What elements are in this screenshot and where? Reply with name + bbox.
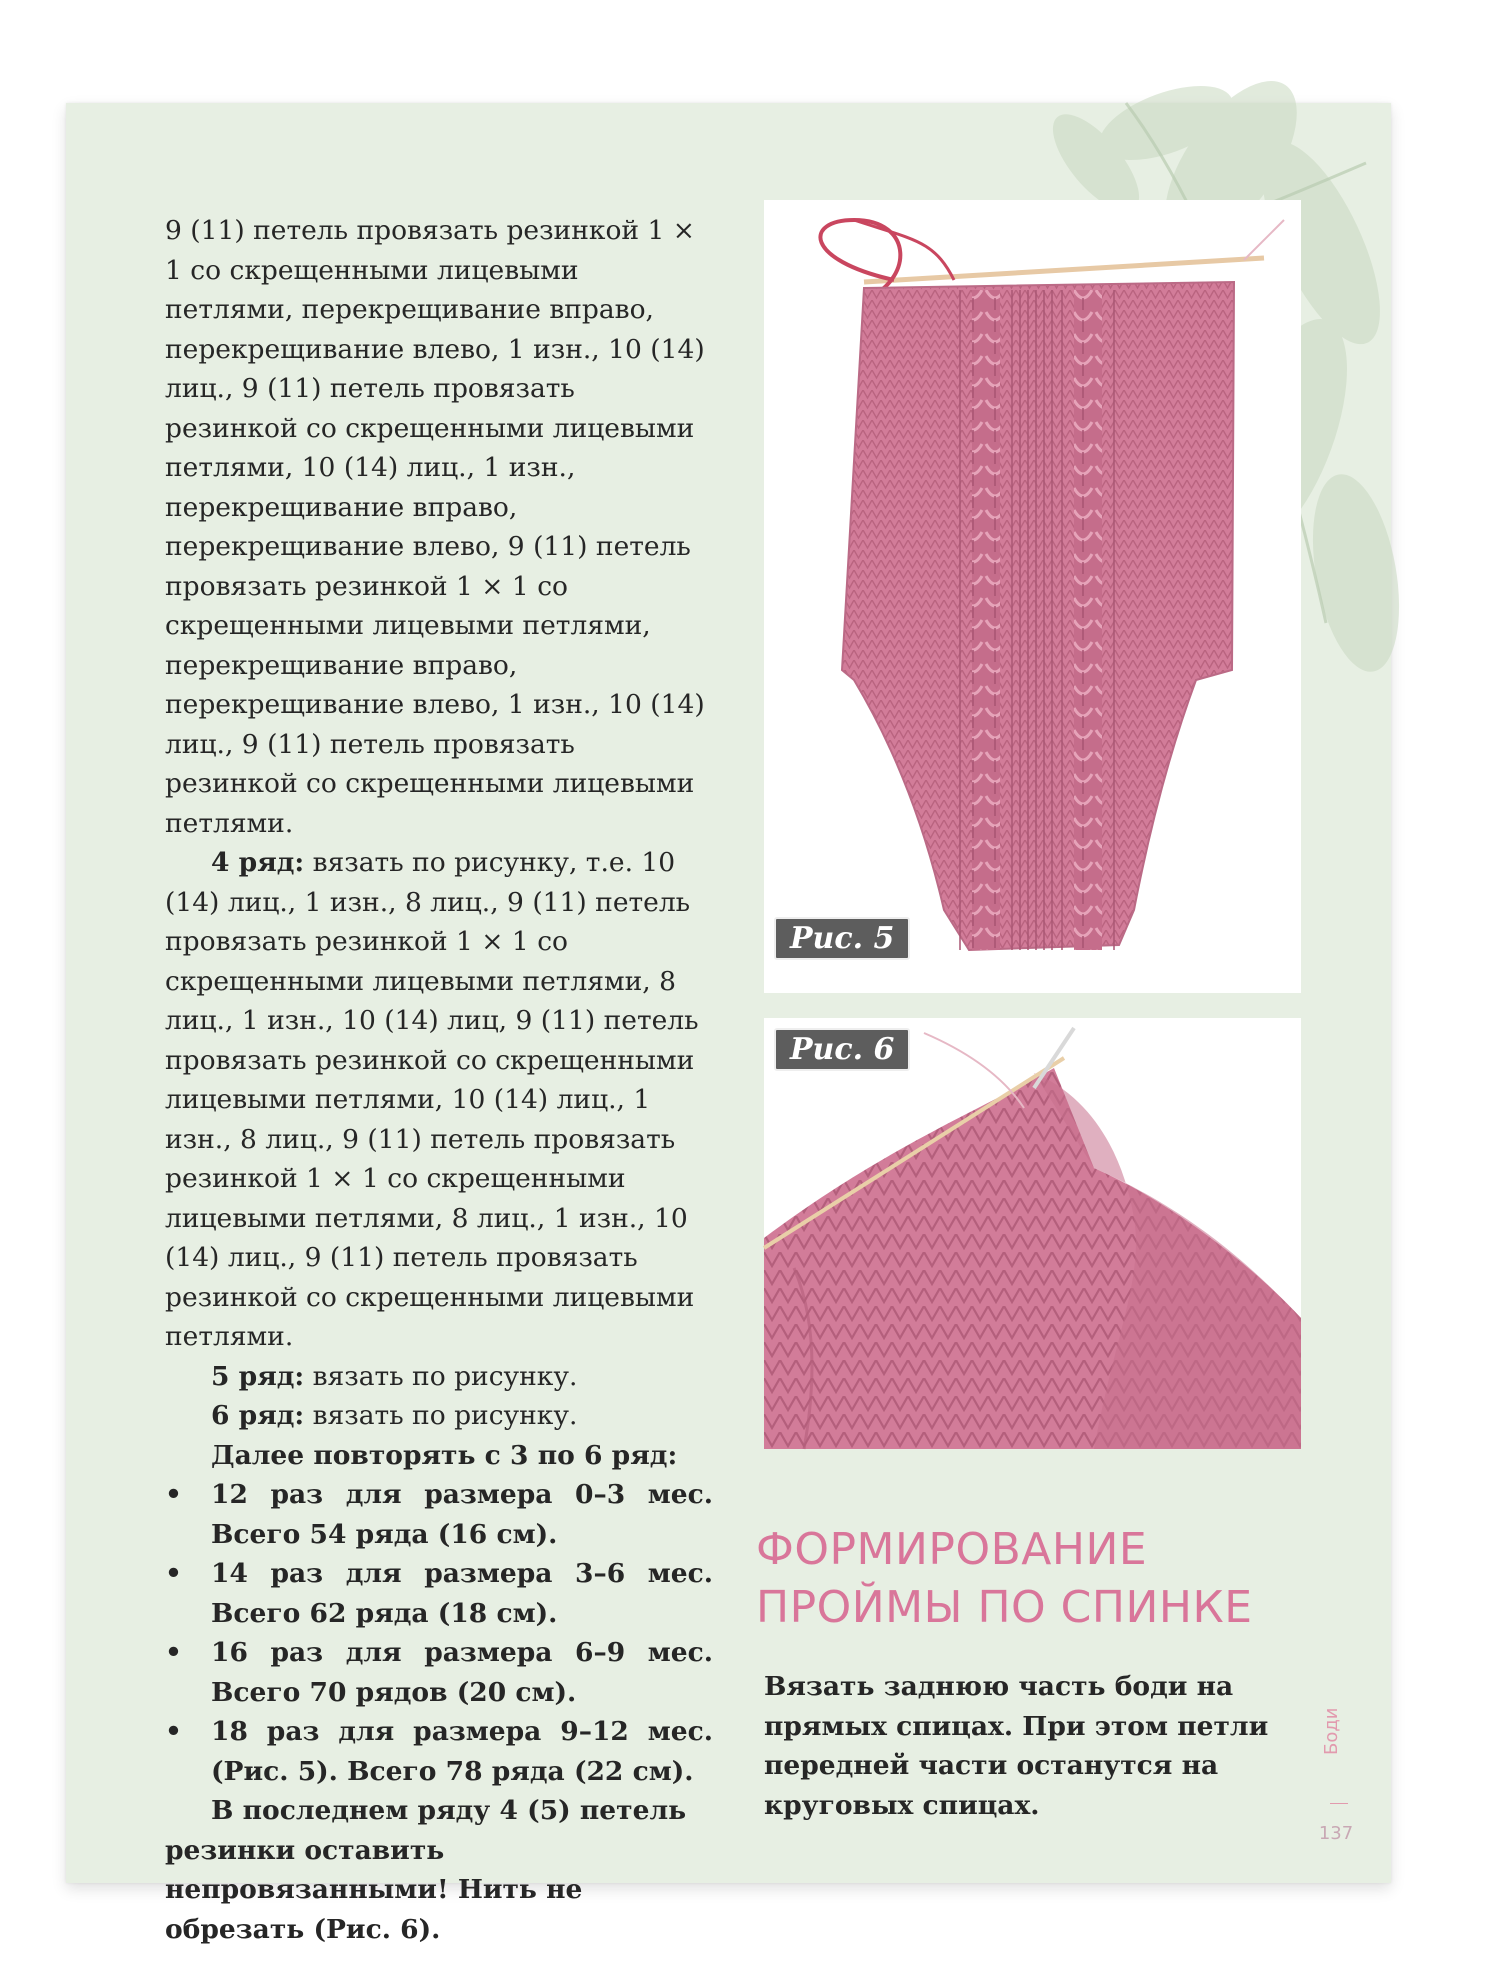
section-body: Вязать заднюю часть боди на прямых спицах. При этом петли передней части останутся на круговых спицах. bbox=[764, 1671, 1269, 1821]
paragraph-row5 bbox=[165, 1357, 713, 1397]
row5-text: вязать по рисунку. bbox=[304, 1360, 578, 1392]
row4-label: 4 ряд: bbox=[211, 847, 305, 878]
section-title: ФОРМИРОВАНИЕ ПРОЙМЫ ПО СПИНКЕ bbox=[756, 1524, 1253, 1633]
row5-label: 5 ряд: bbox=[211, 1360, 305, 1392]
repeat-heading: Далее повторять с 3 по 6 ряд: bbox=[211, 1439, 678, 1471]
page bbox=[66, 103, 1391, 1945]
figure-5-label: Рис. 5 bbox=[774, 917, 910, 960]
list-item: • 18 раз для размера 9–12 мес. (Рис. 5). Всего 78 ряда (22 см). bbox=[165, 1712, 713, 1791]
bullet-icon: • bbox=[165, 1716, 182, 1747]
list-item: • 14 раз для размера 3–6 мес. Всего 62 ряда (18 см). bbox=[165, 1554, 713, 1633]
bullet-icon: • bbox=[165, 1558, 182, 1589]
paragraph-row3-continued: 9 (11) петель провязать резинкой 1 × 1 со скрещенными лицевыми петлями, перекрещивание вправо, перекрещивание влево, 1 изн., 10 (14) лиц., 9 (11) петель провязать резинкой со скрещенными лицевыми петлями, 10 (14) лиц., 1 изн., перекрещивание вправо, перекрещивание влево, 9 (11) петель провязать резинкой 1 × 1 со скрещенными лицевыми петлями, перекрещивание вправо, перекрещивание влево, 1 изн., 10 (14) лиц., 9 (11) петель провязать резинкой со скрещенными лицевыми петлями. bbox=[165, 215, 705, 839]
row6-label: 6 ряд: bbox=[211, 1400, 305, 1431]
paragraph-row4 bbox=[165, 843, 713, 1357]
list-item: • 16 раз для размера 6–9 мес. Всего 70 рядов (20 см). bbox=[165, 1633, 713, 1712]
bullet-icon: • bbox=[165, 1479, 182, 1510]
repeat-list bbox=[165, 1475, 713, 1791]
row6-text: вязать по рисунку. bbox=[304, 1400, 578, 1431]
final-note: В последнем ряду 4 (5) петель резинки оставить непровязанными! Нить не обрезать (Рис. 6). bbox=[165, 1795, 687, 1945]
knitted-piece-image bbox=[764, 200, 1301, 993]
figure-6-photo bbox=[764, 1018, 1301, 1449]
row4-text: вязать по рисунку, т.е. 10 (14) лиц., 1 изн., 8 лиц., 9 (11) петель провязать резинкой 1 × 1 со скрещенными лицевыми петлями, 8 лиц., 1 изн., 10 (14) лиц, 9 (11) петель провязать резинкой со скрещенными лицевыми петлями, 10 (14) лиц., 1 изн., 8 лиц., 9 (11) петель провязать резинкой 1 × 1 со скрещенными лицевыми петлями, 8 лиц., 1 изн., 10 (14) лиц., 9 (11) петель провязать резинкой со скрещенными лицевыми петлями. bbox=[165, 847, 699, 1352]
figure-6-label: Рис. 6 bbox=[774, 1028, 910, 1071]
page-number: 137 bbox=[1318, 1823, 1354, 1844]
paragraph-row6 bbox=[165, 1396, 713, 1436]
figure-5-photo bbox=[764, 200, 1301, 993]
chapter-side-label: Боди bbox=[1321, 1707, 1342, 1755]
bullet-icon: • bbox=[165, 1637, 182, 1668]
side-divider bbox=[1330, 1803, 1348, 1804]
main-text-column bbox=[165, 211, 713, 1949]
knitting-on-needle-image bbox=[764, 1018, 1301, 1449]
list-item: • 12 раз для размера 0–3 мес. Всего 54 ряда (16 см). bbox=[165, 1475, 713, 1554]
